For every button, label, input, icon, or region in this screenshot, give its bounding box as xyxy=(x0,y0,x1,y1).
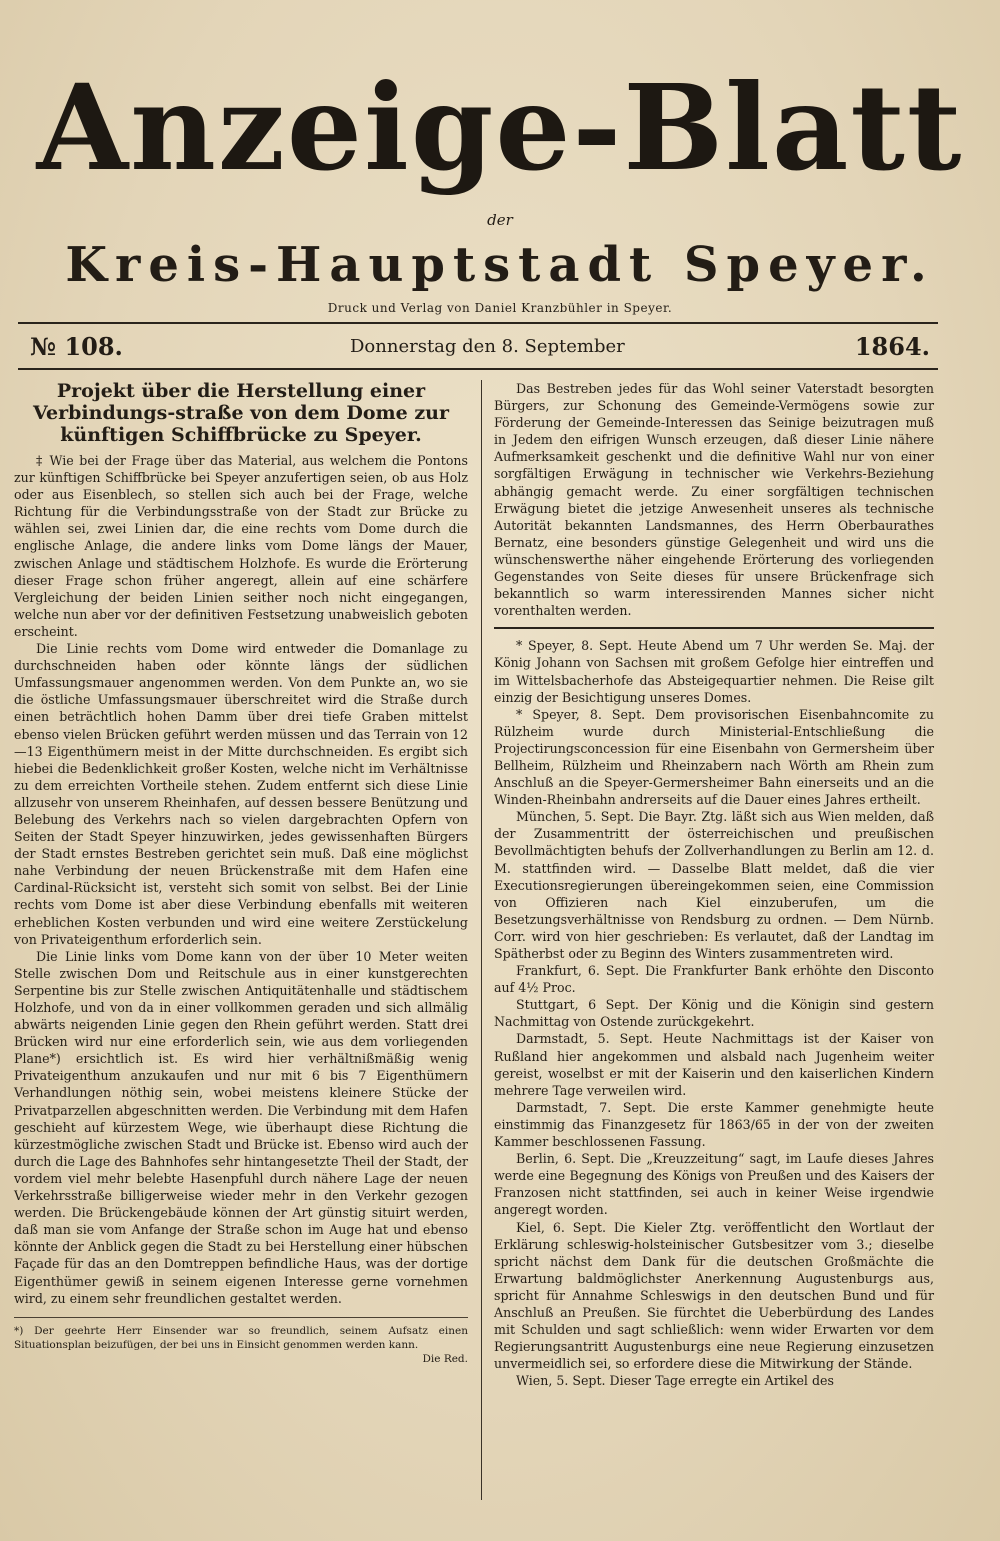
news-item: * Speyer, 8. Sept. Dem provisorischen Eisenbahncomite zu Rülzheim wurde durch Ministerial-Entschließung die Projectirungsconcession für eine Eisenbahn von Germersheim über Bellheim, Rülzheim und Rheinzabern nach Wörth am Rhein zum Anschluß an die Speyer-Germersheimer Bahn einerseits und an die Winden-Rheinbahn andrerseits auf die Dauer eines Jahres ertheilt. xyxy=(494,706,934,808)
article-paragraph: Die Linie links vom Dome kann von der über 10 Meter weiten Stelle zwischen Dom und Reitschule aus in einer kunstgerechten Serpentine bis zur Stelle zwischen Antiquitätenhalle und städtischem Holzhofe, und von da in einer vollkommen geraden und sich allmälig abwärts neigenden Linie gegen den Rhein geführt werden. Statt drei Brücken wird nur eine erforderlich sein, wie aus dem vorliegenden Plane*) ersichtlich ist. Es wird hier verhältnißmäßig wenig Privateigenthum anzukaufen und nur mit 6 bis 7 Eigenthümern Verhandlungen nöthig sein, wobei meistens kleinere Stücke der Privatparzellen abgeschnitten werden. Die Verbindung mit dem Hafen geschieht auf kürzestem Wege, wie überhaupt diese Richtung die kürzestmögliche zwischen Stadt und Brücke ist. Ebenso wird auch der durch die Lage des Bahnhofes sehr hintangesetzte Theil der Stadt, der vordem viel mehr belebte Hasenpfuhl durch nähere Lage der neuen Verkehrsstraße billigerweise wieder mehr in den Verkehr gezogen werden. Die Brückengebäude können der Art günstig situirt werden, daß man sie vom Anfange der Straße schon im Auge hat und ebenso könnte der Anblick gegen die Stadt zu bei Herstellung einer hübschen Façade für das an den Domtreppen befindliche Haus, was der dortige Eigenthümer gewiß in seinem eigenen Interesse gerne vornehmen wird, zu einem sehr freundlichen gestaltet werden. xyxy=(14,948,468,1306)
section-separator xyxy=(494,627,934,629)
bottom-rule xyxy=(18,368,938,370)
news-item: Frankfurt, 6. Sept. Die Frankfurter Bank erhöhte den Disconto auf 4½ Proc. xyxy=(494,963,934,996)
news-item: Berlin, 6. Sept. Die „Kreuzzeitung“ sagt, im Laufe dieses Jahres werde eine Begegnung des Königs von Preußen und des Kaisers der Franzosen nicht stattfinden, sei auch in keiner Weise irgendwie angeregt worden. xyxy=(494,1151,934,1218)
news-list xyxy=(494,637,934,1389)
right-column xyxy=(494,380,934,1389)
column-divider xyxy=(481,380,482,1500)
article-paragraph: Die Linie rechts vom Dome wird entweder die Domanlage zu durchschneiden haben oder könnte längs der südlichen Umfassungsmauer angenommen werden. Von dem Punkte an, wo sie die östliche Umfassungsmauer überschreitet wird die Straße durch einen beträchtlich hohen Damm über drei tiefe Graben mittelst ebenso vielen Brücken geführt werden müssen und das Terrain von 12—13 Eigenthümern meist in der Mitte durchschneiden. Es ergibt sich hiebei die Bedenklichkeit großer Kosten, welche nicht im Verhältnisse zu dem erreichten Vortheile stehen. Zudem entfernt sich diese Linie allzusehr von unserem Rheinhafen, auf dessen bessere Benützung und Belebung des Verkehrs nach so vielen dargebrachten Opfern von Seiten der Stadt Speyer hinzuwirken, jedes gewissenhaften Bürgers der Stadt ernstes Bestreben gerichtet sein muß. Daß eine möglichst nahe Verbindung der neuen Brückenstraße mit dem Hafen eine Cardinal-Rücksicht ist, versteht sich somit von selbst. Bei der Linie rechts vom Dome ist aber diese Verbindung ebenfalls mit weiteren erheblichen Kosten verbunden und wird eine weitere Zerstückelung von Privateigenthum erforderlich sein. xyxy=(14,641,468,947)
issue-date: Donnerstag den 8. September xyxy=(350,336,625,357)
top-rule xyxy=(18,322,938,324)
news-item: München, 5. Sept. Die Bayr. Ztg. läßt sich aus Wien melden, daß der Zusammentritt der österreichischen und preußischen Bevollmächtigten behufs der Zollverhandlungen zu Berlin am 12. d. M. stattfinden wird. — Dasselbe Blatt meldet, daß die vier Executionsregierungen übereingekommen seien, eine Commission von Offizieren nach Kiel einzuberufen, um die Besetzungsverhältnisse von Rendsburg zu ordnen. — Dem Nürnb. Corr. wird von hier geschrieben: Es verlautet, daß der Landtag im Spätherbst oder zu Beginn des Winters zusammentreten wird. xyxy=(494,809,934,961)
footnote-text: *) Der geehrte Herr Einsender war so freundlich, seinem Aufsatz einen Situationsplan beizufügen, der bei uns in Einsicht genommen werden kann. xyxy=(14,1324,468,1351)
left-column xyxy=(14,380,468,1366)
dateline xyxy=(30,330,930,364)
article-headline: Projekt über die Herstellung einer Verbindungs-straße von dem Dome zur künftigen Schiffbrücke zu Speyer. xyxy=(33,380,449,446)
article-paragraph: ‡ Wie bei der Frage über das Material, aus welchem die Pontons zur künftigen Schiffbrücke bei Speyer anzufertigen seien, ob aus Holz oder aus Eisenblech, so stellen sich auch bei der Frage, welche Richtung für die Verbindungsstraße von der Stadt zur Brücke zu wählen sei, zwei Linien dar, die eine rechts vom Dome durch die englische Anlage, die andere links vom Dome längs der Mauer, zwischen Anlage und städtischem Holzhofe. Es wurde die Erörterung dieser Frage schon früher angeregt, allein auf eine schärfere Vergleichung der beiden Linien seither noch nicht eingegangen, welche nun aber vor der definitiven Festsetzung unabweislich geboten erscheint. xyxy=(14,453,468,639)
issue-year: 1864. xyxy=(854,332,930,361)
issue-number: № 108. xyxy=(30,332,123,361)
news-item: Stuttgart, 6 Sept. Der König und die Königin sind gestern Nachmittag von Ostende zurückgekehrt. xyxy=(494,997,934,1030)
news-item: Darmstadt, 7. Sept. Die erste Kammer genehmigte heute einstimmig das Finanzgesetz für 1863/65 in der von der zweiten Kammer beschlossenen Fassung. xyxy=(494,1099,934,1150)
news-item: Kiel, 6. Sept. Die Kieler Ztg. veröffentlicht den Wortlaut der Erklärung schleswig-holsteinischer Gutsbesitzer vom 3.; dieselbe spricht nächst dem Dank für die deutschen Großmächte die Erwartung baldmöglichster Anerkennung Augustenburgs aus, spricht für Annahme Schleswigs in den deutschen Bund und für Anschluß an Preußen. Sie fürchtet die Ueberbürdung des Landes mit Schulden und sagt schließlich: wenn wider Erwarten vor dem Regierungsantritt Augustenburgs eine neue Regierung einzusetzen unvermeidlich sei, so erfordere diese die Mitwirkung der Stände. xyxy=(494,1219,934,1372)
news-item: Darmstadt, 5. Sept. Heute Nachmittags ist der Kaiser von Rußland hier angekommen und alsbald nach Jugenheim weiter gereist, woselbst er mit der Kaiserin und den kaiserlichen Kindern mehrere Tage verweilen wird. xyxy=(494,1031,934,1098)
news-item: * Speyer, 8. Sept. Heute Abend um 7 Uhr werden Se. Maj. der König Johann von Sachsen mit großem Gefolge hier eintreffen und im Wittelsbacherhofe das Absteigequartier nehmen. Die Reise gilt einzig der Besichtigung unseres Domes. xyxy=(494,638,934,705)
footnote-signature: Die Red. xyxy=(422,1352,468,1365)
news-item: Wien, 5. Sept. Dieser Tage erregte ein Artikel des xyxy=(516,1373,834,1389)
footnote xyxy=(14,1317,468,1366)
masthead-subtitle: Kreis-Hauptstadt Speyer. xyxy=(65,237,935,293)
article-continuation: Das Bestreben jedes für das Wohl seiner Vaterstadt besorgten Bürgers, zur Schonung des Gemeinde-Vermögens sowie zur Förderung der Gemeinde-Interessen das Seinige beizutragen muß in Jedem den eifrigen Wunsch erzeugen, daß dieser Linie nähere Aufmerksamkeit geschenkt und die definitive Wahl nur von einer sorgfältigen Erwägung in technischer wie Verkehrs-Beziehung abhängig gemacht werde. Zu einer sorgfältigen technischen Erwägung bietet die jetzige Anwesenheit unseres als technische Autorität bekannten Landsmannes, des Herrn Oberbaurathes Bernatz, eine besonders günstige Gelegenheit und wird uns die wünschenswerthe näher eingehende Erörterung des vorliegenden Gegenstandes von Seite dieses für unsere Brückenfrage sich bekanntlich so warm interessirenden Mannes sicher nicht vorenthalten werden. xyxy=(494,381,934,619)
printer-line: Druck und Verlag von Daniel Kranzbühler in Speyer. xyxy=(327,301,673,315)
masthead-title: Anzeige-Blatt xyxy=(36,58,964,197)
masthead-der: der xyxy=(487,211,513,229)
